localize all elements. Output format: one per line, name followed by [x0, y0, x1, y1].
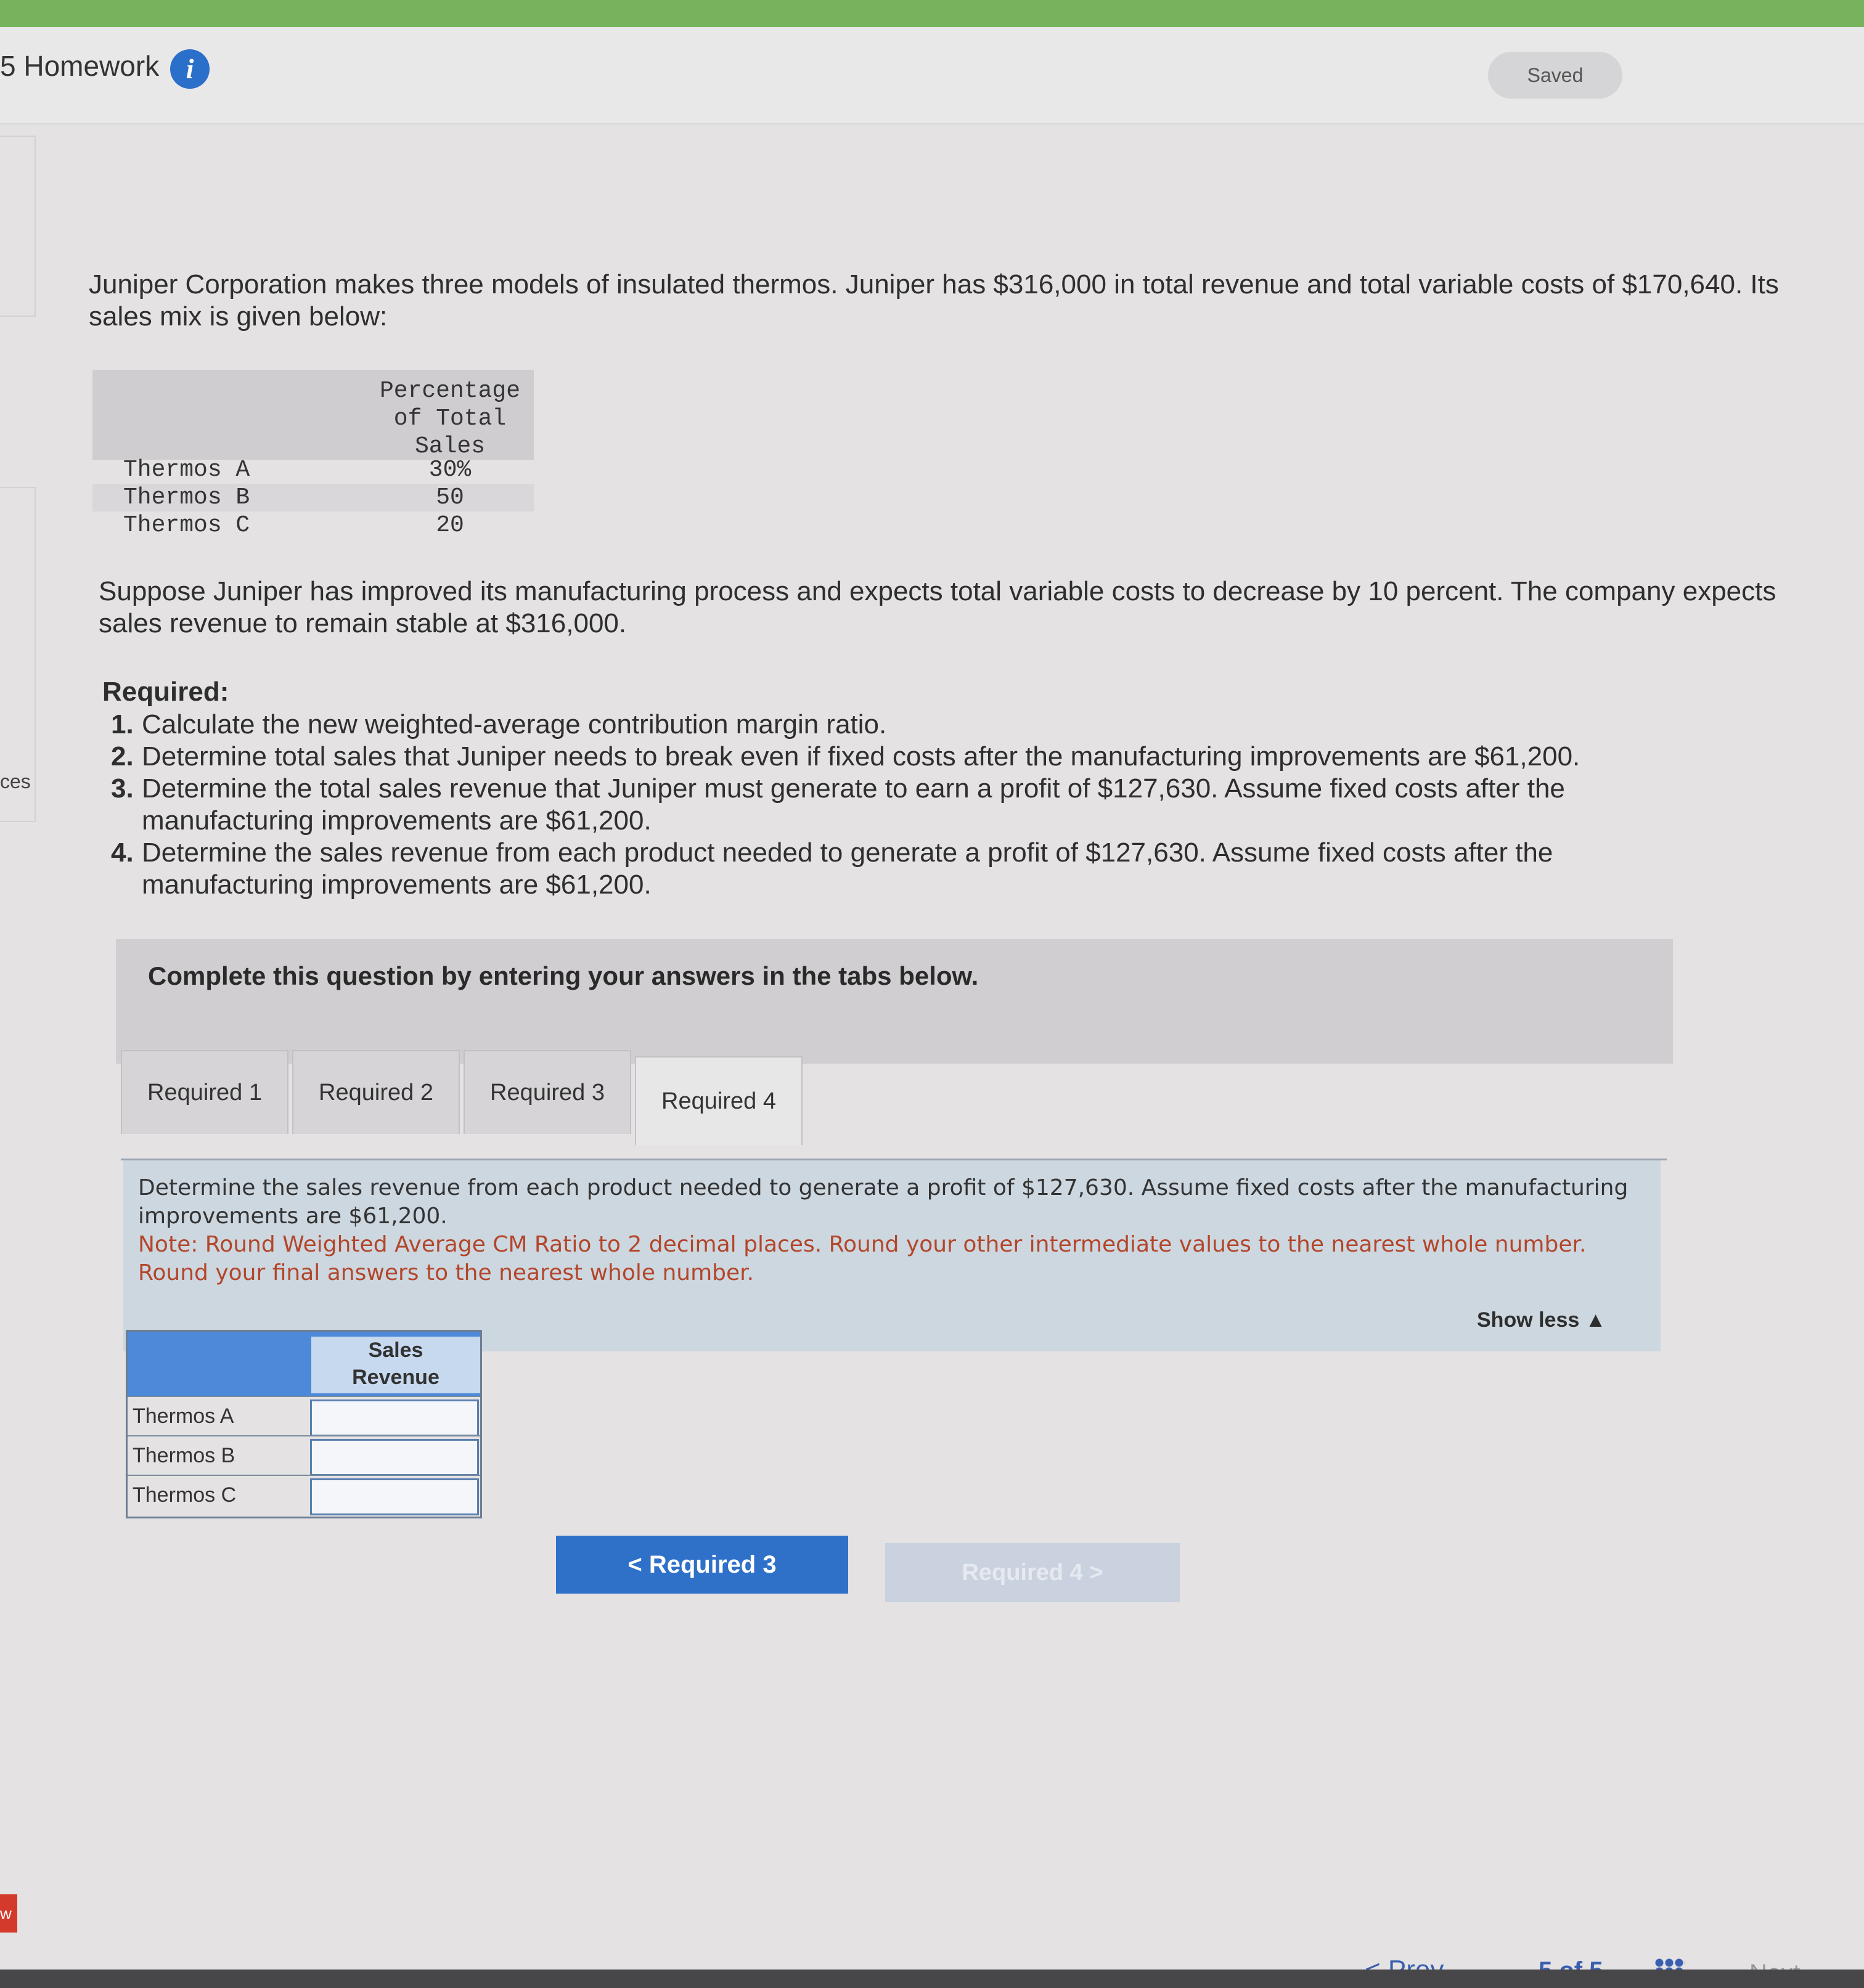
show-less-link[interactable]: Show less ▲ [1477, 1308, 1606, 1332]
header-line: Percentage [379, 378, 521, 404]
tab-required-4[interactable]: Required 4 [635, 1056, 803, 1145]
thermos-b-revenue-input[interactable] [310, 1439, 479, 1476]
thermos-c-revenue-input[interactable] [310, 1478, 479, 1515]
tab-required-3[interactable]: Required 3 [464, 1050, 631, 1134]
item-text: Calculate the new weighted-average contribution margin ratio. [142, 709, 887, 739]
required-heading: Required: [102, 677, 229, 707]
instruction-text: Determine the sales revenue from each product needed to generate a profit of $127,630. Assume fixed costs after the manufacturing improvements are $61,200. [138, 1175, 1629, 1229]
page-title: 5 Homework [0, 50, 160, 82]
item-text: Determine the total sales revenue that Juniper must generate to earn a profit of $127,630. Assume fixed costs after the manufacturing improvements are $61,200. [142, 773, 1565, 836]
header-line: Sales [368, 1338, 423, 1362]
row-label: Thermos B [133, 1444, 235, 1467]
item-text: Determine the sales revenue from each product needed to generate a profit of $127,630. Assume fixed costs after the manufacturing improvements are $61,200. [142, 837, 1553, 900]
row-value: 50 [436, 484, 464, 511]
top-bar [0, 0, 1864, 27]
sales-mix-header [92, 370, 534, 460]
tab-required-1[interactable]: Required 1 [121, 1050, 288, 1134]
thermos-a-revenue-input[interactable] [310, 1399, 479, 1436]
bottom-bar [0, 1970, 1864, 1988]
rounding-note: Note: Round Weighted Average CM Ratio to 2 decimal places. Round your other intermediate values to the nearest whole number. Round your final answers to the nearest whole number. [138, 1232, 1587, 1285]
instructions-banner [116, 939, 1673, 1064]
row-label: Thermos C [123, 512, 250, 539]
required-item [102, 709, 1705, 741]
table-row [128, 1435, 480, 1476]
row-value: 30% [428, 457, 472, 483]
prev-required-button[interactable]: < Required 3 [556, 1536, 848, 1594]
sidebar-panel[interactable] [0, 136, 36, 317]
row-value: 20 [436, 512, 464, 539]
saved-status-badge: Saved [1488, 52, 1622, 99]
next-required-button[interactable]: Required 4 > [885, 1543, 1180, 1602]
table-row [92, 511, 534, 539]
info-icon[interactable]: i [170, 49, 210, 89]
table-row [128, 1396, 480, 1436]
row-label: Thermos C [133, 1483, 237, 1507]
row-label: Thermos B [123, 484, 250, 511]
required-item [102, 837, 1705, 901]
item-text: Determine total sales that Juniper needs to break even if fixed costs after the manufacturing improvements are $61,200. [142, 741, 1580, 772]
table-row [128, 1475, 480, 1515]
tab-instruction-panel [123, 1160, 1661, 1351]
required-item [102, 773, 1705, 837]
table-row [92, 456, 534, 484]
answer-table [126, 1330, 482, 1518]
header-line: Sales [414, 433, 486, 460]
header-line: Revenue [352, 1366, 439, 1389]
instructions-text: Complete this question by entering your answers in the tabs below. [148, 961, 979, 990]
row-label: Thermos A [123, 457, 250, 483]
item-number: 1. [111, 709, 134, 739]
required-item [102, 741, 1705, 773]
table-row [92, 484, 534, 511]
problem-intro: Juniper Corporation makes three models of insulated thermos. Juniper has $316,000 in total revenue and total variable costs of $170,640. Its sales mix is given below: [89, 269, 1779, 332]
header-line: of Total [393, 405, 507, 432]
row-label: Thermos A [133, 1404, 234, 1428]
item-number: 2. [111, 741, 134, 772]
item-number: 4. [111, 837, 134, 868]
tab-required-2[interactable]: Required 2 [292, 1050, 460, 1134]
sidebar-label[interactable]: ces [0, 770, 31, 792]
item-number: 3. [111, 773, 134, 804]
scenario-text: Suppose Juniper has improved its manufacturing process and expects total variable costs to decrease by 10 percent. The company expects sales revenue to remain stable at $316,000. [99, 576, 1776, 638]
answer-table-header [128, 1332, 480, 1396]
sidebar-badge: w [0, 1894, 17, 1933]
required-list [102, 675, 1705, 901]
